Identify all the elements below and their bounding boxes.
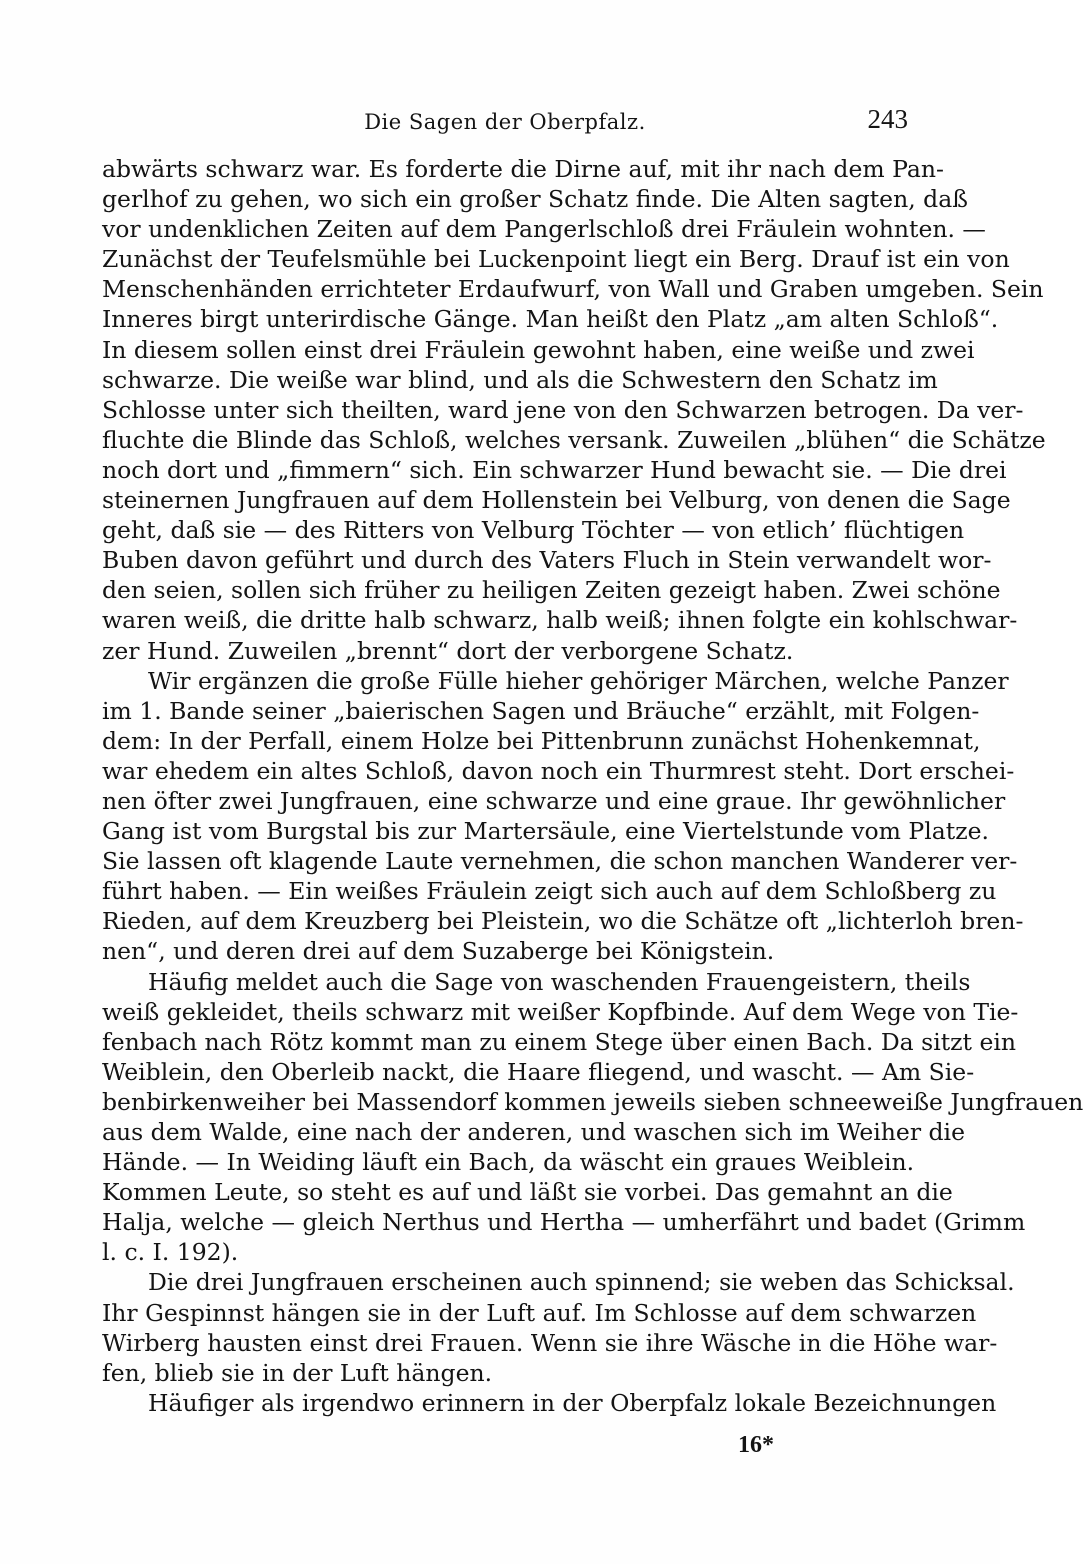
paragraph <box>102 666 1024 967</box>
paragraph <box>102 1267 1015 1387</box>
text-line: gerlhof zu gehen, wo sich ein großer Schatz finde. Die Alten sagten, daß <box>102 185 968 214</box>
text-line: Sie lassen oft klagende Laute vernehmen, die schon manchen Wanderer ver- <box>102 847 1018 876</box>
text-line: Schlosse unter sich theilten, ward jene von den Schwarzen betrogen. Da ver- <box>102 395 1024 424</box>
text-line: den seien, sollen sich früher zu heiligen Zeiten gezeigt haben. Zwei schöne <box>102 576 1001 605</box>
text-line: vor undenklichen Zeiten auf dem Pangerlschloß drei Fräulein wohnten. — <box>102 215 986 244</box>
page-number: 243 <box>867 104 908 134</box>
paragraph <box>102 1388 997 1418</box>
text-line: l. c. I. 192). <box>102 1238 239 1267</box>
text-line: Häufiger als irgendwo erinnern in der Oberpfalz lokale Bezeichnungen <box>148 1388 997 1417</box>
text-line: fen, blieb sie in der Luft hängen. <box>102 1358 493 1387</box>
text-line: Hände. — In Weiding läuft ein Bach, da wäscht ein graues Weiblein. <box>102 1148 915 1177</box>
text-line: Häufig meldet auch die Sage von waschenden Frauengeistern, theils <box>148 967 971 996</box>
text-line: weiß gekleidet, theils schwarz mit weißer Kopfbinde. Auf dem Wege von Tie- <box>102 997 1019 1026</box>
text-line: Ihr Gespinnst hängen sie in der Luft auf. Im Schlosse auf dem schwarzen <box>102 1298 977 1327</box>
text-line: nen öfter zwei Jungfrauen, eine schwarze und eine graue. Ihr gewöhnlicher <box>102 786 1006 815</box>
text-line: im 1. Bande seiner „baierischen Sagen und Bräuche“ erzählt, mit Folgen- <box>102 696 980 725</box>
text-line: In diesem sollen einst drei Fräulein gewohnt haben, eine weiße und zwei <box>102 335 975 364</box>
text-line: Gang ist vom Burgstal bis zur Martersäule, eine Viertelstunde vom Platze. <box>102 817 989 846</box>
text-line: fenbach nach Rötz kommt man zu einem Stege über einen Bach. Da sitzt ein <box>102 1027 1017 1056</box>
text-line: waren weiß, die dritte halb schwarz, halb weiß; ihnen folgte ein kohlschwar- <box>102 606 1018 635</box>
text-line: war ehedem ein altes Schloß, davon noch ein Thurmrest steht. Dort erschei- <box>102 756 1015 785</box>
signature-mark: 16* <box>738 1432 774 1458</box>
text-line: Rieden, auf dem Kreuzberg bei Pleistein, wo die Schätze oft „lichterloh bren- <box>102 907 1024 936</box>
text-line: abwärts schwarz war. Es forderte die Dirne auf, mit ihr nach dem Pan- <box>102 155 944 183</box>
text-line: geht, daß sie — des Ritters von Velburg Töchter — von etlich’ flüchtigen <box>102 516 965 545</box>
text-line: noch dort und „fimmern“ sich. Ein schwarzer Hund bewacht sie. — Die drei <box>102 455 1007 484</box>
text-line: Wir ergänzen die große Fülle hieher gehöriger Märchen, welche Panzer <box>148 666 1009 695</box>
text-line: Kommen Leute, so steht es auf und läßt sie vorbei. Das gemahnt an die <box>102 1178 953 1207</box>
body-text <box>102 154 1083 1418</box>
text-line: zer Hund. Zuweilen „brennt“ dort der verborgene Schatz. <box>102 636 794 665</box>
text-line: Die drei Jungfrauen erscheinen auch spinnend; sie weben das Schicksal. <box>148 1268 1015 1297</box>
text-line: aus dem Walde, eine nach der anderen, und waschen sich im Weiher die <box>102 1118 965 1146</box>
text-line: dem: In der Perfall, einem Holze bei Pittenbrunn zunächst Hohenkemnat, <box>102 726 981 755</box>
text-line: Wirberg hausten einst drei Frauen. Wenn sie ihre Wäsche in die Höhe war- <box>102 1328 998 1357</box>
text-line: Menschenhänden errichteter Erdaufwurf, von Wall und Graben umgeben. Sein <box>102 275 1044 304</box>
text-line: schwarze. Die weiße war blind, und als die Schwestern den Schatz im <box>102 365 938 394</box>
text-line: benbirkenweiher bei Massendorf kommen jeweils sieben schneeweiße Jungfrauen <box>102 1087 1083 1116</box>
paragraph <box>102 154 1046 666</box>
text-line: Halja, welche — gleich Nerthus und Hertha — umherfährt und badet (Grimm <box>102 1208 1026 1237</box>
text-line: führt haben. — Ein weißes Fräulein zeigt sich auch auf dem Schloßberg zu <box>102 877 997 906</box>
text-line: fluchte die Blinde das Schloß, welches versank. Zuweilen „blühen“ die Schätze <box>102 425 1046 454</box>
paragraph <box>102 967 1083 1268</box>
running-head <box>102 104 908 144</box>
text-line: Zunächst der Teufelsmühle bei Luckenpoint liegt ein Berg. Drauf ist ein von <box>102 245 1010 274</box>
text-line: Inneres birgt unterirdische Gänge. Man heißt den Platz „am alten Schloß“. <box>102 305 999 334</box>
text-line: Buben davon geführt und durch des Vaters Fluch in Stein verwandelt wor- <box>102 546 992 575</box>
text-line: steinernen Jungfrauen auf dem Hollenstein bei Velburg, von denen die Sage <box>102 486 1011 515</box>
text-line: nen“, und deren drei auf dem Suzaberge bei Königstein. <box>102 937 775 966</box>
text-line: Weiblein, den Oberleib nackt, die Haare fliegend, und wascht. — Am Sie- <box>102 1057 975 1086</box>
running-title: Die Sagen der Oberpfalz. <box>364 110 646 134</box>
